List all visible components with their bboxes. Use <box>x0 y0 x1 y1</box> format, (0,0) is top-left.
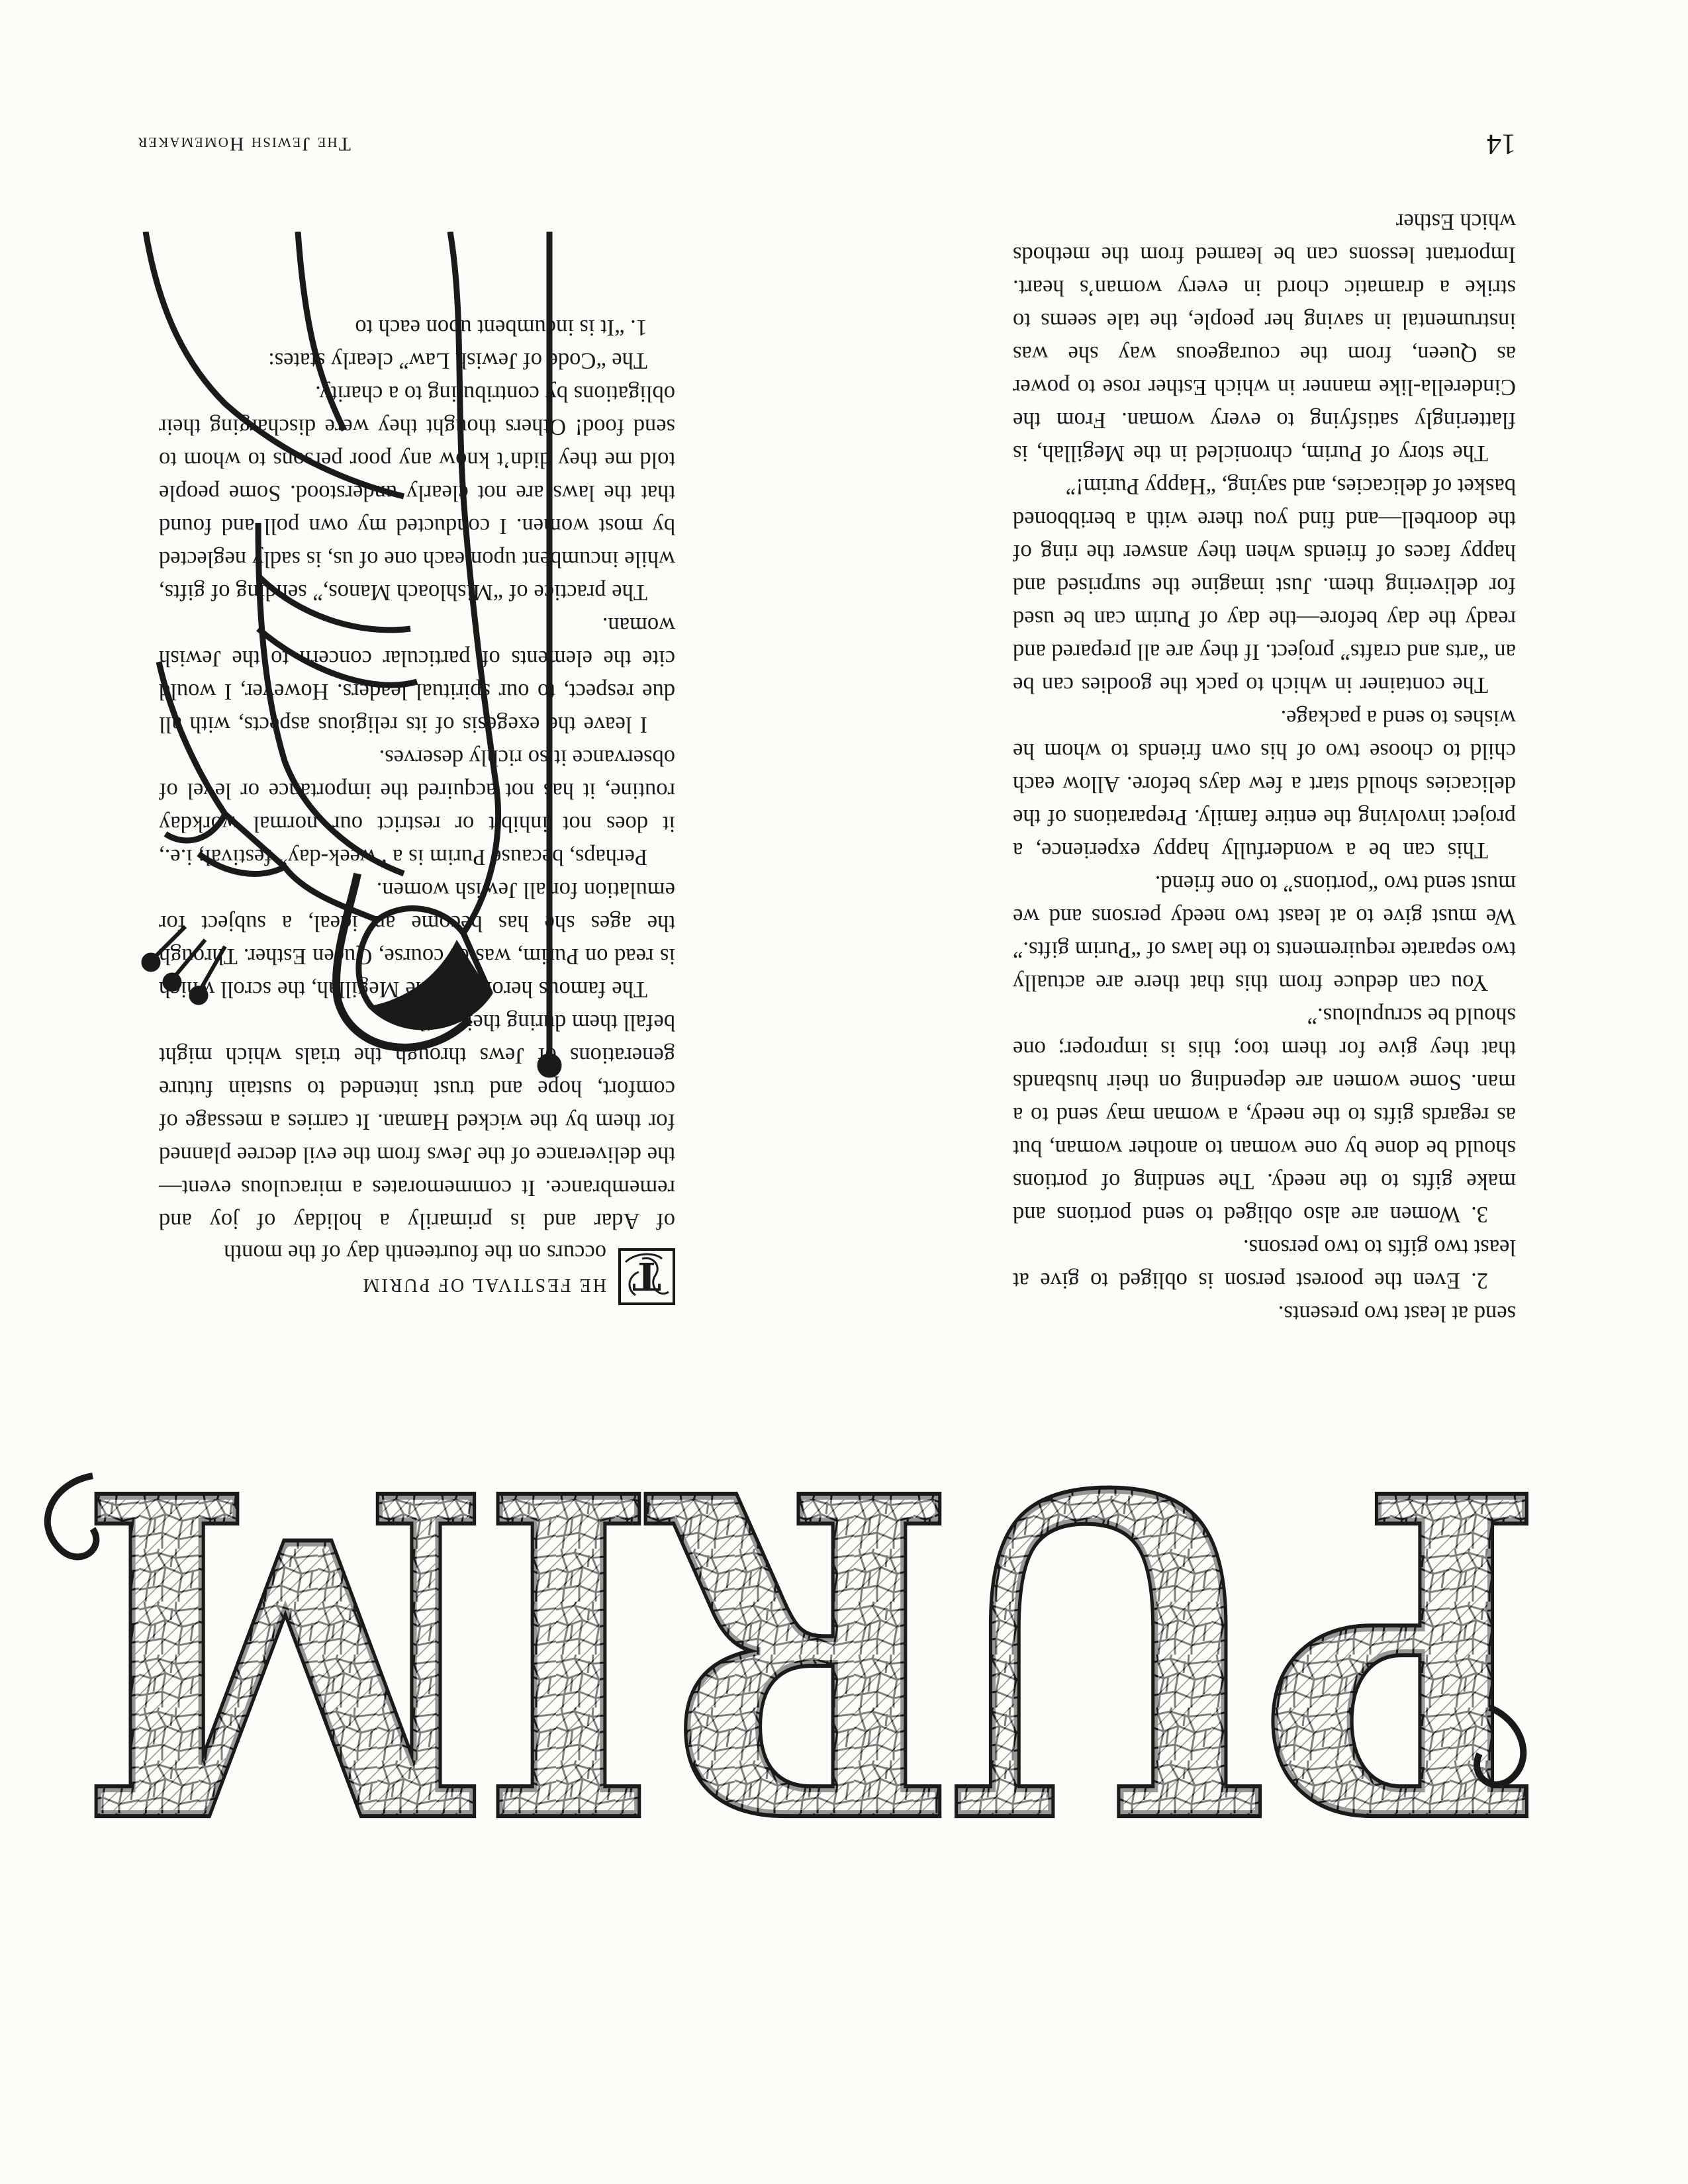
paragraph: Perhaps, because Purim is a “week-day” festival; i.e., it does not inhibit or restrict our normal workday routine, it has not acquired the importance or level of observance it so richly deserves. <box>159 745 675 870</box>
headline-text: PURIM <box>86 1392 1542 1906</box>
lead-line: occurs on the fourteenth day of the month <box>224 1240 606 1265</box>
paragraph: 3. Women are also obliged to send portions and make gifts to the needy. The sending of portions should be done by one woman to another woman, but as regards gifts to the needy, a woman may send to a man. Some women are depending on their husbands that they give for them too; this is improper; one should be scrupulous.” <box>1013 1003 1516 1227</box>
paragraph: The famous heroine of the Megillah, the scroll which is read on Purim, was of course, Queen Esther. Through the ages she has become an ideal, a subject for emulation for all Jewish women. <box>159 878 675 1002</box>
paragraph: 1. “It is incumbent upon each to <box>355 315 647 340</box>
paragraph: The story of Purim, chronicled in the Megillah, is flatteringly satisfying to every woman. From the Cinderella-like manner in which Esther rose to power as Queen, from the courageous way she was instrumental in saving her people, the tale seems to strike a dramatic chord in every woman’s heart. Important lessons can be learned from the methods which Esther <box>1013 209 1516 466</box>
article-column-2 <box>1013 205 1516 1330</box>
paragraph: I leave the exegesis of its religious aspects, with all due respect, to our spiritual leaders. However, I would cite the elements of particular concern to the Jewish woman. <box>159 613 675 737</box>
running-head: The Jewish Homemaker <box>136 133 351 155</box>
lead-paragraph-start <box>159 1238 675 1304</box>
paragraph: The “Code of Jewish Law” clearly states: <box>268 348 647 373</box>
drop-cap-ornament <box>618 1248 675 1305</box>
paragraph: send at least two presents. <box>1278 1301 1516 1326</box>
paragraph: This can be a wonderfully happy experience, a project involving the entire family. Preparations of the delicacies should start a few days before. Allow each child to choose two of his own friends to whom he wishes to send a package. <box>1013 705 1516 863</box>
headline-mosaic-overlay: PURIM <box>86 1392 1542 1906</box>
paragraph: 2. Even the poorest person is obliged to give at least two gifts to two persons. <box>1013 1235 1516 1293</box>
page-number: 14 <box>1487 128 1516 161</box>
lead-small-caps: HE FESTIVAL OF PURIM <box>361 1275 606 1295</box>
article-column-1 <box>159 311 675 1304</box>
drop-cap: T <box>632 1253 661 1298</box>
paragraph: You can deduce from this that there are actually two separate requirements to the laws of “Purim gifts.” We must give to at least two needy persons and we must send two “portions” to one friend. <box>1013 871 1516 995</box>
paragraph: The practice of “Mishloach Manos,” sending of gifts, while incumbent upon each one of us, is sadly neglected by most women. I conducted my own poll and found that the laws are not clearly understood. Some people told me they didn’t know any poor persons to whom to send food! Others thought they were discharging their obligations by contributing to a charity. <box>159 381 675 605</box>
paragraph: of Adar and is primarily a holiday of joy and remembrance. It commemorates a miraculous event—the deliverance of the Jews from the evil decree planned for them by the wicked Haman. It carries a message of comfort, hope and trust intended to sustain future generations of Jews through the trials which might befall them during their exile. <box>159 1010 675 1234</box>
paragraph: The container in which to pack the goodies can be an “arts and crafts” project. If they are all prepared and ready the day before—the day of Purim can be used for delivering them. Just imagine the surprised and happy faces of friends when they answer the ring of the doorbell—and find you there with a beribboned basket of delicacies, and saying, “Happy Purim!” <box>1013 474 1516 698</box>
